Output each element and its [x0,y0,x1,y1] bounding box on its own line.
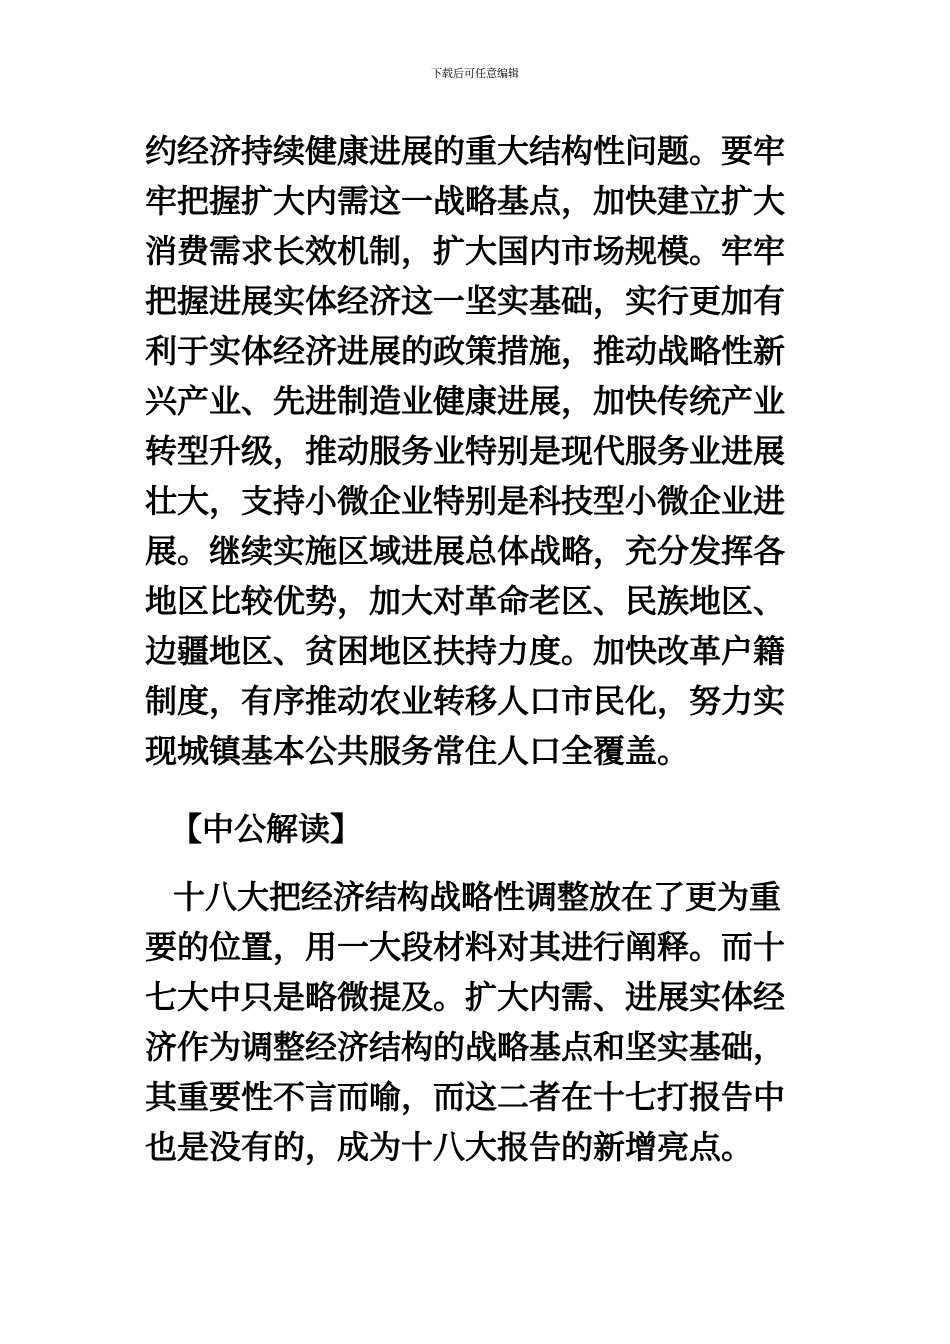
paragraph-line: 也是没有的，成为十八大报告的新增亮点。 [145,1128,754,1166]
paragraph-line: 把握进展实体经济这一坚实基础，实行更加有 [145,282,786,320]
paragraph-line: 壮大，支持小微企业特别是科技型小微企业进 [145,482,786,520]
paragraph-line: 兴产业、先进制造业健康进展，加快传统产业 [145,382,786,420]
paragraph-line: 七大中只是略微提及。扩大内需、进展实体经 [145,978,786,1016]
paragraph-line: 消费需求长效机制，扩大国内市场规模。牢牢 [145,232,786,270]
paragraph-interpretation [145,872,785,1172]
paragraph-line: 转型升级，推动服务业特别是现代服务业进展 [145,432,786,470]
paragraph-line: 展。继续实施区域进展总体战略，充分发挥各 [145,532,786,570]
paragraph-policy [145,126,785,776]
paragraph-line: 牢把握扩大内需这一战略基点，加快建立扩大 [145,182,786,220]
paragraph-line: 约经济持续健康进展的重大结构性问题。要牢 [145,132,786,170]
section-heading: 【中公解读】 [170,810,363,848]
paragraph-line: 制度，有序推动农业转移人口市民化，努力实 [145,682,786,720]
page-header: 下载后可任意编辑 [431,67,519,80]
paragraph-line: 地区比较优势，加大对革命老区、民族地区、 [145,582,786,620]
paragraph-line: 其重要性不言而喻，而这二者在十七打报告中 [145,1078,786,1116]
paragraph-line: 济作为调整经济结构的战略基点和坚实基础， [145,1028,786,1066]
paragraph-line: 现城镇基本公共服务常住人口全覆盖。 [145,732,690,770]
paragraph-line: 要的位置，用一大段材料对其进行阐释。而十 [145,928,786,966]
paragraph-line: 十八大把经济结构战略性调整放在了更为重 [173,878,782,916]
paragraph-line: 利于实体经济进展的政策措施，推动战略性新 [145,332,786,370]
paragraph-line: 边疆地区、贫困地区扶持力度。加快改革户籍 [145,632,786,670]
